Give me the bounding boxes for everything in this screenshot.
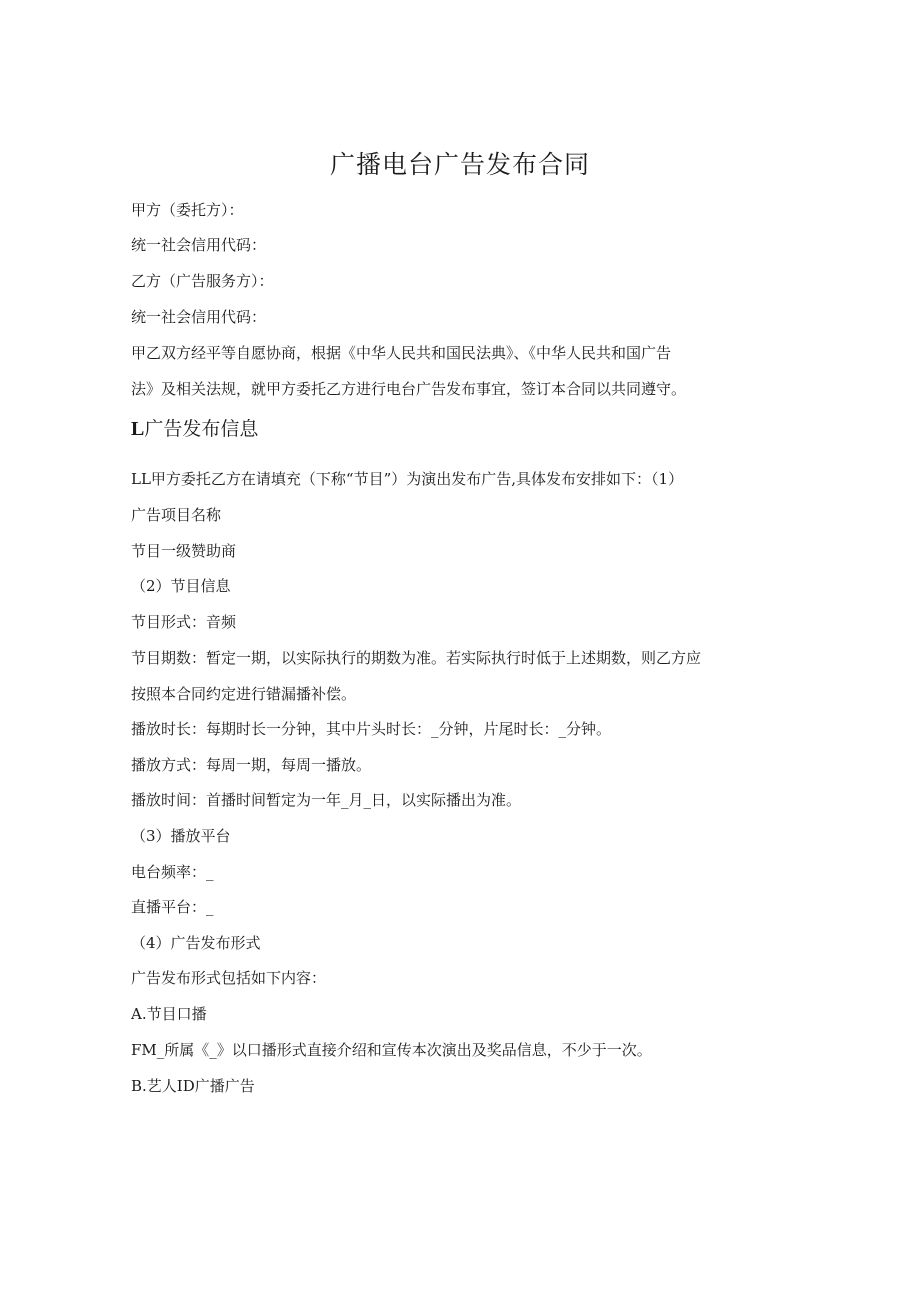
party-a-line: 甲方（委托方）： [131,201,244,219]
party-b-line: 乙方（广告服务方）： [131,272,274,290]
party-b-code-line: 统一社会信用代码： [131,308,267,326]
item-b-heading: B.艺人ID广播广告 [131,1077,255,1095]
subsection-2-heading: （2）节目信息 [131,577,231,595]
section-1-title: 广告发布信息 [144,418,259,440]
play-duration-line: 播放时长：每期时长一分钟，其中片头时长：_分钟，片尾时长：_分钟。 [131,720,612,738]
play-mode-line: 播放方式：每周一期，每周一播放。 [131,756,372,774]
item-a-description: FM_所属《_》以口播形式直接介绍和宣传本次演出及奖品信息，不少于一次。 [131,1041,652,1059]
preamble-line-1: 甲乙双方经平等自愿协商，根据《中华人民共和国民法典》、《中华人民共和国广告 [131,344,672,362]
section-1-number: L [131,418,145,440]
sponsor-line: 节目一级赞助商 [131,542,237,560]
program-form-line: 节目形式：音频 [131,613,237,631]
preamble-line-2: 法》及相关法规，就甲方委托乙方进行电台广告发布事宜，签订本合同以共同遵守。 [131,380,687,398]
live-platform-line: 直播平台：_ [131,898,214,916]
item-a-heading: A.节目口播 [131,1005,207,1023]
clause-1-1-line-1: LL甲方委托乙方在请填充（下称“节目”）为演出发布广告,具体发布安排如下：（1） [131,470,684,488]
subsection-3-heading: （3）播放平台 [131,827,231,845]
radio-frequency-line: 电台频率：_ [131,863,214,881]
program-episodes-line-1: 节目期数：暂定一期，以实际执行的期数为准。若实际执行时低于上述期数，则乙方应 [131,649,702,667]
party-a-code-line: 统一社会信用代码： [131,236,267,254]
program-episodes-line-2: 按照本合同约定进行错漏播补偿。 [131,685,357,703]
document-title: 广播电台广告发布合同 [329,150,590,179]
clause-1-1-line-2: 广告项目名称 [131,506,222,524]
play-time-line: 播放时间：首播时间暂定为一年_月_日，以实际播出为准。 [131,791,522,809]
ad-form-intro-line: 广告发布形式包括如下内容： [131,969,327,987]
section-1-heading [131,415,791,443]
subsection-4-heading: （4）广告发布形式 [131,934,261,952]
